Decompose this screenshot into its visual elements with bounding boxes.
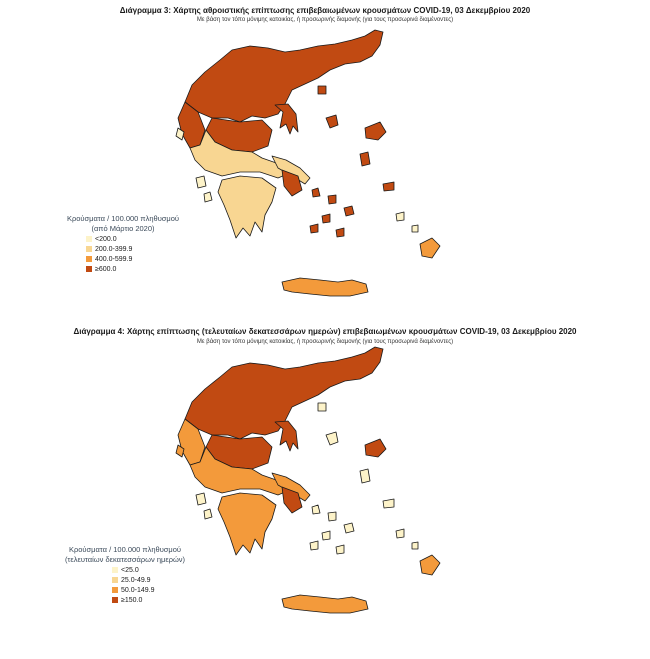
region-lemnos [326,115,338,128]
region-cyclades-1 [312,188,320,197]
region-cyclades-2 [328,512,336,521]
region-cyclades-4 [322,531,330,540]
region-cyclades-5 [310,541,318,550]
legend-item [86,234,198,244]
map-subtitle: Με βάση τον τόπο μόνιμης κατοικίας, ή προσωρινής διαμονής (για τους προσωρινά διαμένοντες) [196,17,454,23]
legend-swatch [112,577,118,583]
region-chios [360,469,370,483]
region-kefalonia [196,176,206,188]
legend-item [86,264,198,274]
region-rhodes [420,238,440,258]
legend-item [86,244,198,254]
legend [40,545,210,605]
legend-title-line2: (από Μάρτιο 2020) [91,224,155,233]
region-cyclades-3 [344,523,354,533]
map-title: Διάγραμμα 3: Χάρτης αθροιστικής επίπτωσης επιβεβαιωμένων κρουσμάτων COVID-19, 03 Δεκεμβρίου 2020 [119,6,531,15]
region-zakynthos [204,192,212,202]
region-lemnos [326,432,338,445]
region-dodecanese-1 [396,212,404,221]
legend-title-line1: Κρούσματα / 100.000 πληθυσμού [68,545,182,554]
legend-item [112,585,210,595]
legend-item [112,575,210,585]
legend-label: <200.0 [95,235,117,243]
region-peloponnese [218,176,276,238]
map-panel-14-day [0,325,650,655]
region-cyclades-5 [310,224,318,233]
region-rhodes [420,555,440,575]
legend [48,214,198,274]
region-cyclades-2 [328,195,336,204]
legend-title-line2: (τελευταίων δεκατεσσάρων ημερών) [64,555,186,564]
legend-swatch [112,587,118,593]
region-cyclades-1 [312,505,320,514]
legend-label: 400.0-599.9 [95,255,133,263]
region-crete [282,278,368,296]
legend-swatch [86,236,92,242]
region-dodecanese-2 [412,542,418,549]
legend-label: <25.0 [121,566,139,574]
legend-item [86,254,198,264]
region-dodecanese-2 [412,225,418,232]
region-thasos [318,403,326,411]
region-samos [383,182,394,191]
region-samos [383,499,394,508]
region-lesvos [365,122,386,140]
region-lesvos [365,439,386,457]
legend-item [112,565,210,575]
legend-title-line1: Κρούσματα / 100.000 πληθυσμού [66,214,180,223]
greece-choropleth-map [0,325,650,655]
region-dodecanese-1 [396,529,404,538]
legend-swatch [112,597,118,603]
legend-label: 200.0-399.9 [95,245,133,253]
legend-swatch [86,256,92,262]
region-cyclades-6 [336,545,344,554]
region-crete [282,595,368,613]
legend-label: ≥600.0 [95,265,117,273]
region-peloponnese [218,493,276,555]
map-subtitle: Με βάση τον τόπο μόνιμης κατοικίας, ή προσωρινής διαμονής (για τους προσωρινά διαμένοντες) [196,339,454,345]
map-title: Διάγραμμα 4: Χάρτης επίπτωσης (τελευταίων δεκατεσσάρων ημερών) επιβεβαιωμένων κρουσμάτων COVID-19, 03 Δεκεμβρίου 2020 [73,327,577,336]
legend-label: 50.0-149.9 [121,586,155,594]
region-chalkidiki [275,421,298,451]
legend-swatch [86,266,92,272]
region-cyclades-6 [336,228,344,237]
region-chalkidiki [275,104,298,134]
map-panel-cumulative [0,0,650,320]
legend-swatch [86,246,92,252]
region-chios [360,152,370,166]
legend-item [112,595,210,605]
region-cyclades-3 [344,206,354,216]
legend-label: 25.0-49.9 [121,576,151,584]
region-thasos [318,86,326,94]
region-kefalonia [196,493,206,505]
legend-swatch [112,567,118,573]
region-cyclades-4 [322,214,330,223]
legend-label: ≥150.0 [121,596,143,604]
region-zakynthos [204,509,212,519]
